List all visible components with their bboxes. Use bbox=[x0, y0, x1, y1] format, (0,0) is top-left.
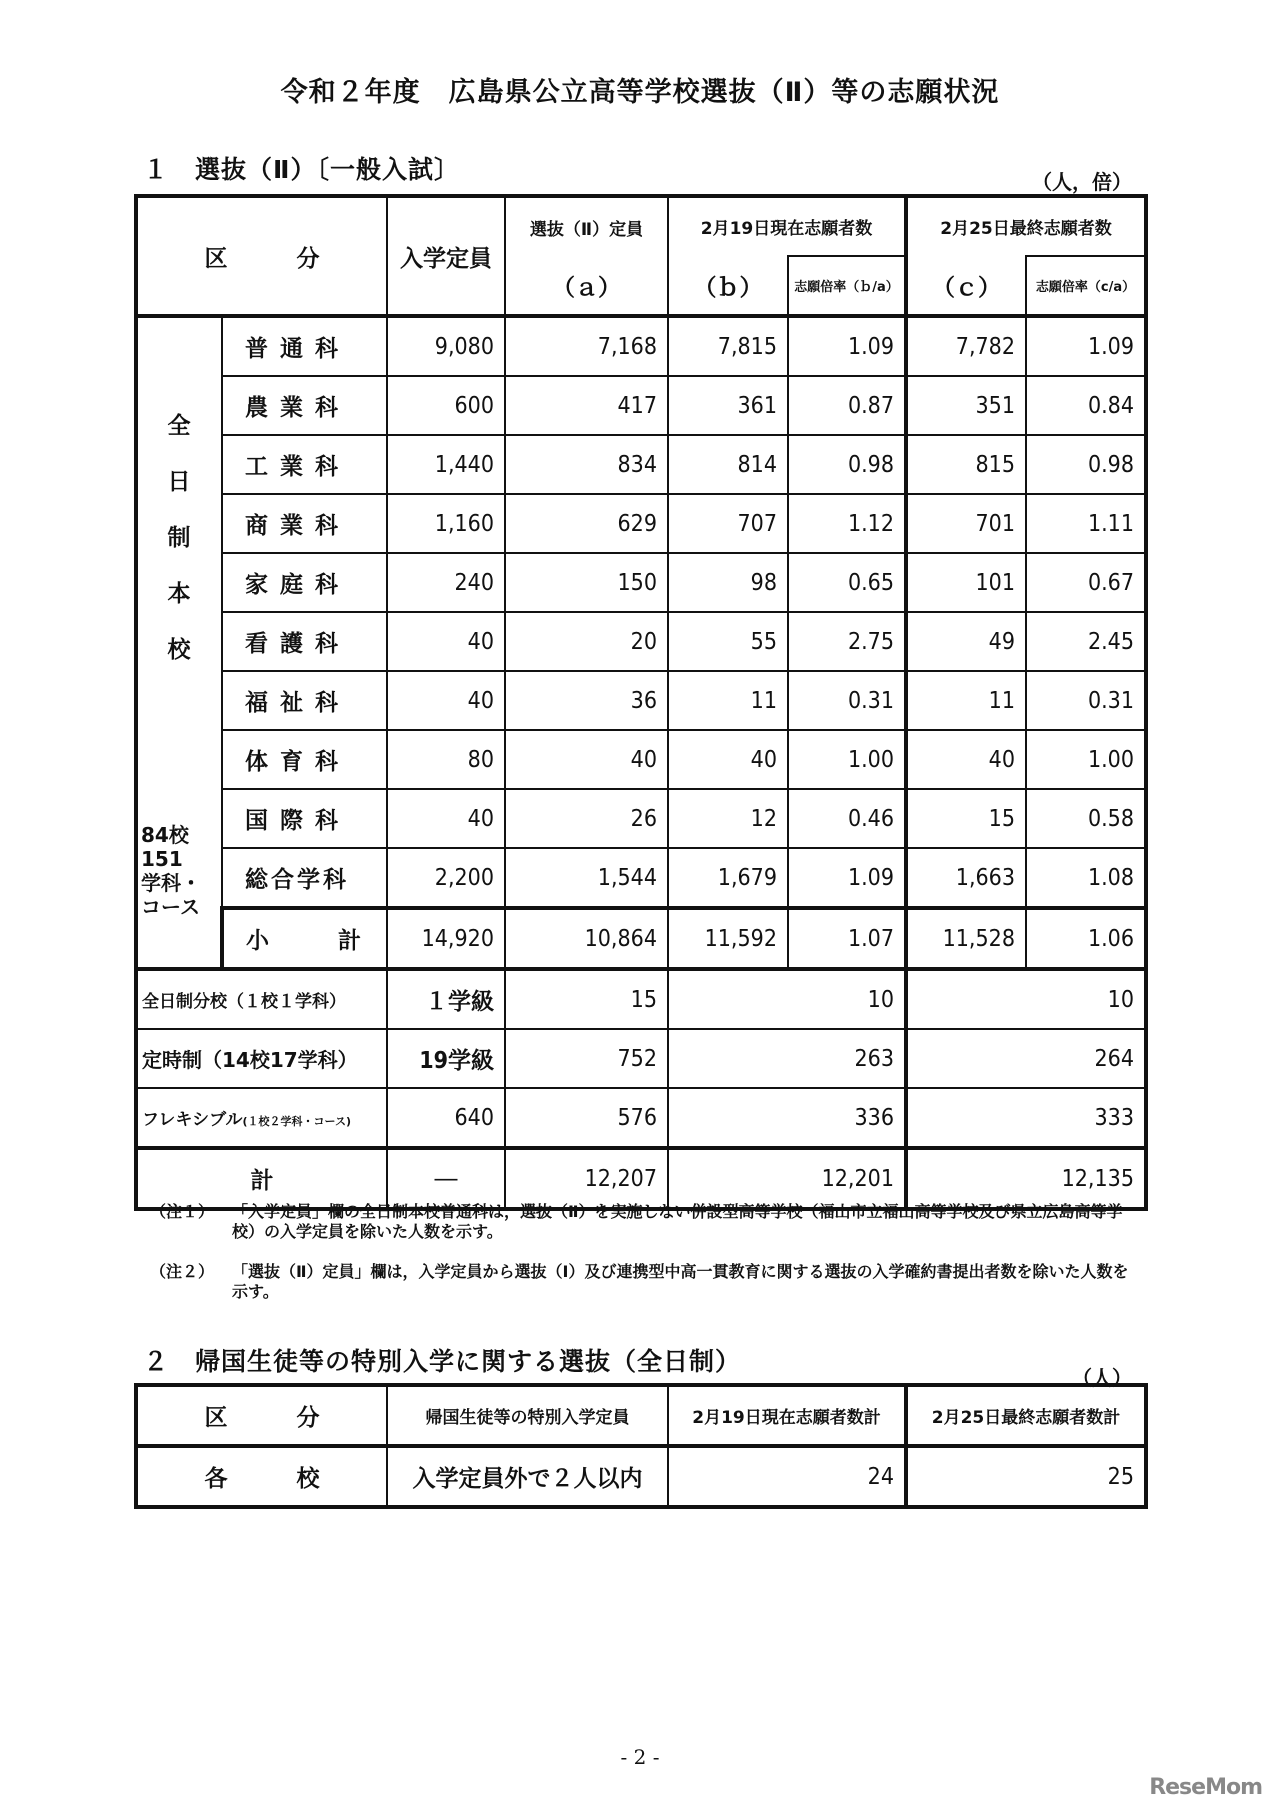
table-row bbox=[136, 376, 1146, 435]
feb25-applicants: 701 bbox=[906, 494, 1026, 553]
total-row bbox=[136, 1148, 1146, 1209]
table-row bbox=[136, 316, 1146, 376]
feb19-ratio: 0.98 bbox=[788, 435, 906, 494]
dept-name: 体育科 bbox=[222, 730, 387, 789]
group-label-char: 本 bbox=[167, 581, 191, 607]
selection-capacity: 26 bbox=[505, 789, 668, 848]
feb25-applicants: 7,782 bbox=[906, 316, 1026, 376]
feb19-ratio: 1.09 bbox=[788, 848, 906, 908]
feb25-applicants: 25 bbox=[906, 1446, 1146, 1507]
dept-name: 国際科 bbox=[222, 789, 387, 848]
selection-capacity: 20 bbox=[505, 612, 668, 671]
feb19-ratio: 1.07 bbox=[788, 908, 906, 969]
header-row bbox=[136, 196, 1146, 256]
feb25-applicants: 10 bbox=[906, 969, 1146, 1029]
header-feb19: 2月19日現在志願者数 bbox=[668, 196, 906, 256]
header-a: （ａ） bbox=[505, 256, 668, 316]
feb19-applicants: 12 bbox=[668, 789, 788, 848]
feb25-applicants: 351 bbox=[906, 376, 1026, 435]
dept-name: 工業科 bbox=[222, 435, 387, 494]
dept-name: 商業科 bbox=[222, 494, 387, 553]
group-label-char: 日 bbox=[167, 469, 191, 495]
feb19-ratio: 0.87 bbox=[788, 376, 906, 435]
feb25-applicants: 101 bbox=[906, 553, 1026, 612]
capacity: 640 bbox=[387, 1088, 505, 1148]
selection-capacity: 10,864 bbox=[505, 908, 668, 969]
capacity: 19学級 bbox=[387, 1029, 505, 1088]
capacity: 600 bbox=[387, 376, 505, 435]
feb25-ratio: 1.09 bbox=[1026, 316, 1146, 376]
feb19-ratio: 0.31 bbox=[788, 671, 906, 730]
dept-name: 普通科 bbox=[222, 316, 387, 376]
header-category: 区 分 bbox=[136, 1385, 387, 1446]
feb25-ratio: 0.67 bbox=[1026, 553, 1146, 612]
selection-capacity: 36 bbox=[505, 671, 668, 730]
note-1 bbox=[150, 1202, 1140, 1242]
capacity: 40 bbox=[387, 789, 505, 848]
group-note-line: コース bbox=[141, 895, 200, 919]
capacity: ― bbox=[387, 1148, 505, 1209]
capacity: 入学定員外で２人以内 bbox=[387, 1446, 668, 1507]
feb25-applicants: 15 bbox=[906, 789, 1026, 848]
group-label-char: 校 bbox=[167, 637, 191, 663]
header-ba-ratio: 志願倍率（ｂ/a） bbox=[788, 256, 906, 316]
page-title: 令和２年度 広島県公立高等学校選抜（Ⅱ）等の志願状況 bbox=[280, 77, 1000, 108]
feb25-ratio: 2.45 bbox=[1026, 612, 1146, 671]
table-row bbox=[136, 494, 1146, 553]
header-feb25: 2月25日最終志願者数計 bbox=[906, 1385, 1146, 1446]
feb25-ratio: 0.98 bbox=[1026, 435, 1146, 494]
feb19-applicants: 55 bbox=[668, 612, 788, 671]
section2-title: ２ 帰国生徒等の特別入学に関する選抜（全日制） bbox=[143, 1347, 742, 1376]
group-note-line: 学科・ bbox=[141, 871, 201, 895]
subtotal-row bbox=[136, 908, 1146, 969]
total-label: 計 bbox=[136, 1148, 387, 1209]
feb25-ratio: 1.00 bbox=[1026, 730, 1146, 789]
feb25-ratio: 1.11 bbox=[1026, 494, 1146, 553]
capacity: 9,080 bbox=[387, 316, 505, 376]
selection-capacity: 629 bbox=[505, 494, 668, 553]
feb25-applicants: 264 bbox=[906, 1029, 1146, 1088]
capacity: 1,440 bbox=[387, 435, 505, 494]
capacity: 14,920 bbox=[387, 908, 505, 969]
capacity: 240 bbox=[387, 553, 505, 612]
row-label-sub: (１校２学科・コース) bbox=[242, 1115, 351, 1128]
watermark-logo: ReseMom bbox=[1149, 1775, 1262, 1800]
page-number: - 2 - bbox=[620, 1745, 660, 1769]
selection-capacity: 834 bbox=[505, 435, 668, 494]
selection-capacity: 752 bbox=[505, 1029, 668, 1088]
feb19-applicants: 11 bbox=[668, 671, 788, 730]
feb19-applicants: 814 bbox=[668, 435, 788, 494]
feb25-ratio: 1.08 bbox=[1026, 848, 1146, 908]
header-row bbox=[136, 1385, 1146, 1446]
header-capacity: 帰国生徒等の特別入学定員 bbox=[387, 1385, 668, 1446]
selection-capacity: 1,544 bbox=[505, 848, 668, 908]
feb19-ratio: 0.65 bbox=[788, 553, 906, 612]
selection-capacity: 40 bbox=[505, 730, 668, 789]
table-row bbox=[136, 1029, 1146, 1088]
feb19-applicants: 98 bbox=[668, 553, 788, 612]
header-b: （ｂ） bbox=[668, 256, 788, 316]
row-label-main: フレキシブル bbox=[142, 1110, 243, 1130]
note-text: 「選抜（Ⅱ）定員」欄は，入学定員から選抜（Ⅰ）及び連携型中高一貫教育に関する選抜の入学確約書提出者数を除いた人数を示す。 bbox=[232, 1262, 1129, 1301]
feb19-ratio: 2.75 bbox=[788, 612, 906, 671]
feb19-ratio: 1.12 bbox=[788, 494, 906, 553]
feb19-applicants: 24 bbox=[668, 1446, 906, 1507]
feb25-applicants: 40 bbox=[906, 730, 1026, 789]
header-ca-ratio: 志願倍率（c/a） bbox=[1026, 256, 1146, 316]
feb25-applicants: 1,663 bbox=[906, 848, 1026, 908]
feb19-ratio: 0.46 bbox=[788, 789, 906, 848]
dept-name: 総合学科 bbox=[222, 848, 387, 908]
note-text: 「入学定員」欄の全日制本校普通科は，選抜（Ⅱ）を実施しない併設型高等学校（福山市立福山高等学校及び県立広島高等学校）の入学定員を除いた人数を示す。 bbox=[232, 1202, 1123, 1241]
dept-name: 農業科 bbox=[222, 376, 387, 435]
feb25-applicants: 11,528 bbox=[906, 908, 1026, 969]
section1-title: １ 選抜（Ⅱ）〔一般入試〕 bbox=[143, 155, 460, 184]
feb19-applicants: 1,679 bbox=[668, 848, 788, 908]
row-label: 定時制（14校17学科） bbox=[136, 1029, 387, 1088]
feb19-applicants: 12,201 bbox=[668, 1148, 906, 1209]
section1-unit: （人，倍） bbox=[1032, 170, 1132, 194]
dept-name: 看護科 bbox=[222, 612, 387, 671]
feb25-applicants: 11 bbox=[906, 671, 1026, 730]
note-label: （注１） bbox=[150, 1202, 215, 1221]
capacity: 80 bbox=[387, 730, 505, 789]
selection-capacity: 15 bbox=[505, 969, 668, 1029]
feb19-applicants: 7,815 bbox=[668, 316, 788, 376]
note-2 bbox=[150, 1262, 1140, 1302]
feb25-applicants: 333 bbox=[906, 1088, 1146, 1148]
feb25-applicants: 12,135 bbox=[906, 1148, 1146, 1209]
feb25-ratio: 0.58 bbox=[1026, 789, 1146, 848]
capacity: 2,200 bbox=[387, 848, 505, 908]
feb19-ratio: 1.00 bbox=[788, 730, 906, 789]
header-feb19: 2月19日現在志願者数計 bbox=[668, 1385, 906, 1446]
table-row bbox=[136, 1446, 1146, 1507]
feb19-applicants: 707 bbox=[668, 494, 788, 553]
dept-name: 福祉科 bbox=[222, 671, 387, 730]
subtotal-label: 小 計 bbox=[222, 908, 387, 969]
header-capacity: 入学定員 bbox=[387, 196, 505, 316]
row-label: 各 校 bbox=[136, 1446, 387, 1507]
table-row bbox=[136, 553, 1146, 612]
header-c: （ｃ） bbox=[906, 256, 1026, 316]
capacity: 40 bbox=[387, 671, 505, 730]
table-row bbox=[136, 435, 1146, 494]
section2-unit: （人） bbox=[1072, 1366, 1132, 1390]
selection-capacity: 12,207 bbox=[505, 1148, 668, 1209]
feb25-applicants: 49 bbox=[906, 612, 1026, 671]
group-label-cell bbox=[136, 316, 222, 969]
capacity: 40 bbox=[387, 612, 505, 671]
selection-capacity: 150 bbox=[505, 553, 668, 612]
table-row bbox=[136, 1088, 1146, 1148]
feb25-ratio: 0.31 bbox=[1026, 671, 1146, 730]
feb25-applicants: 815 bbox=[906, 435, 1026, 494]
feb25-ratio: 1.06 bbox=[1026, 908, 1146, 969]
selection-table bbox=[134, 194, 1148, 1211]
table-row bbox=[136, 671, 1146, 730]
row-label: 全日制分校（１校１学科） bbox=[136, 969, 387, 1029]
feb19-applicants: 336 bbox=[668, 1088, 906, 1148]
feb19-ratio: 1.09 bbox=[788, 316, 906, 376]
feb25-ratio: 0.84 bbox=[1026, 376, 1146, 435]
feb19-applicants: 263 bbox=[668, 1029, 906, 1088]
feb19-applicants: 40 bbox=[668, 730, 788, 789]
feb19-applicants: 361 bbox=[668, 376, 788, 435]
row-label bbox=[136, 1088, 387, 1148]
feb19-applicants: 10 bbox=[668, 969, 906, 1029]
returnee-table bbox=[134, 1383, 1148, 1509]
header-category: 区 分 bbox=[136, 196, 387, 316]
group-note-line: 84校 bbox=[141, 823, 189, 847]
header-feb25: 2月25日最終志願者数 bbox=[906, 196, 1146, 256]
header-selection-capacity: 選抜（Ⅱ）定員 bbox=[505, 196, 668, 256]
capacity: １学級 bbox=[387, 969, 505, 1029]
table-row bbox=[136, 969, 1146, 1029]
selection-capacity: 576 bbox=[505, 1088, 668, 1148]
capacity: 1,160 bbox=[387, 494, 505, 553]
note-label: （注２） bbox=[150, 1262, 215, 1281]
table-row bbox=[136, 789, 1146, 848]
group-note-line: 151 bbox=[141, 847, 183, 871]
table-row bbox=[136, 612, 1146, 671]
group-label-char: 全 bbox=[167, 413, 191, 439]
selection-capacity: 417 bbox=[505, 376, 668, 435]
feb19-applicants: 11,592 bbox=[668, 908, 788, 969]
group-label-char: 制 bbox=[167, 525, 191, 551]
table-row bbox=[136, 848, 1146, 908]
selection-capacity: 7,168 bbox=[505, 316, 668, 376]
table-row bbox=[136, 730, 1146, 789]
dept-name: 家庭科 bbox=[222, 553, 387, 612]
